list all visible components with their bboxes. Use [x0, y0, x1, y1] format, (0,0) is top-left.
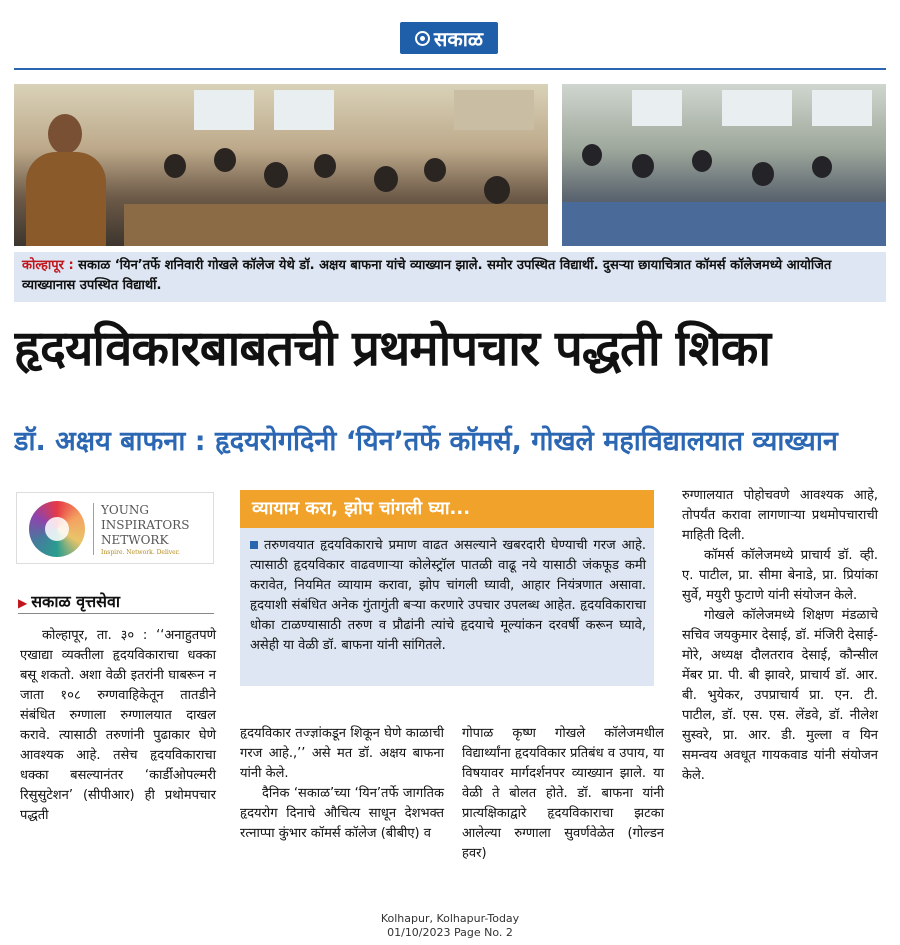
article-column-2 [240, 724, 444, 890]
headline: हृदयविकारबाबतची प्रथमोपचार पद्धती शिका [14, 320, 771, 377]
footer-date-page: 01/10/2023 Page No. 2 [387, 926, 513, 939]
byline-text: सकाळ वृत्तसेवा [31, 592, 121, 611]
column-4-paragraph-c: गोखले कॉलेजमध्ये शिक्षण मंडळाचे सचिव जयकुमार देसाई, डॉ. मंजिरी देसाई-मोरे, अध्यक्ष दौलतराव देसाई, कौन्सील मेंबर प्रा. पी. बी झावरे, प्राचार्य डॉ. आर. बी. भुयेकर, उपप्राचार्य प्रा. एन. टी. पाटील, डॉ. एस. एस. लेंडवे, डॉ. नीलेश सुस्वरे, प्रा. आर. डी. मुल्ला व यिन समन्वय अवधूत गायकवाड यांनी संयोजन केले. [682, 608, 878, 783]
byline-triangle-icon: ▶ [18, 596, 28, 610]
lecture-photo-gokhale [14, 84, 548, 246]
lecture-photo-commerce [562, 84, 886, 246]
caption-text: सकाळ ‘यिन’तर्फे शनिवारी गोखले कॉलेज येथे डॉ. अक्षय बाफना यांचे व्याख्यान झाले. समोर उपस्थित विद्यार्थी. दुसऱ्या छायाचित्रात कॉमर्स कॉलेजमध्ये आयोजित व्याख्यानास उपस्थित विद्यार्थी. [22, 258, 832, 293]
masthead [0, 0, 900, 70]
subheadline: डॉ. अक्षय बाफना : हृदयरोगदिनी ‘यिन’तर्फे कॉमर्स, गोखले महाविद्यालयात व्याख्यान [14, 426, 838, 457]
speaker-figure [26, 114, 106, 246]
page-footer [0, 912, 900, 942]
caption-place: कोल्हापूर : [22, 258, 74, 273]
column-4-paragraph-a: रुग्णालयात पोहोचवणे आवश्यक आहे, तोपर्यंत करावा लागणाऱ्या प्रथमोपचाराची माहिती दिली. [682, 488, 878, 543]
highlight-box-body [250, 536, 646, 680]
highlight-box-text: तरुणवयात हृदयविकाराचे प्रमाण वाढत असल्याने खबरदारी घेण्याची गरज आहे. त्यासाठी हृदयविकार वाढवणाऱ्या कोलेस्ट्रॉल पातळी वाढू नये यासाठी जंकफूड कमी करावेत, नियमित व्यायाम करावा, झोप चांगली घ्यावी, आहार नियंत्रणात असावा. हृदयाशी संबंधित अनेक गुंतागुंती बऱ्या करणारे उपचार उपलब्ध आहेत. हृदयविकाराचा धोका टाळण्यासाठी तरुण व प्रौढांनी त्यांचे हृदयाचे मूल्यांकन दरवर्षी करून घ्यावे, असेही या वेळी डॉ. बाफना यांनी सांगितले. [250, 538, 646, 653]
yin-divider [93, 503, 94, 555]
article-column-4 [682, 486, 878, 890]
highlight-box-title: व्यायाम करा, झोप चांगली घ्या... [240, 490, 654, 528]
article-column-3 [462, 724, 664, 890]
column-4-paragraph-b: कॉमर्स कॉलेजमध्ये प्राचार्य डॉ. व्ही. ए. पाटील, प्रा. सीमा बेनाडे, प्रा. प्रियांका सुर्वे, मयुरी फुटाणे यांनी संयोजन केले. [682, 548, 878, 603]
column-2-paragraph-a: हृदयविकार तज्ज्ञांकडून शिकून घेणे काळाची गरज आहे.,’’ असे मत डॉ. अक्षय बाफना यांनी केले. [240, 726, 444, 781]
article-column-1 [20, 626, 216, 890]
yin-line-2: INSPIRATORS [101, 518, 190, 532]
column-2-paragraph-b: दैनिक ‘सकाळ’च्या ‘यिन’तर्फे जागतिक हृदयरोग दिनाचे औचित्य साधून देशभक्त रत्नाप्पा कुंभार कॉमर्स कॉलेज (बीबीए) व [240, 786, 444, 841]
yin-mandala-icon [29, 501, 85, 557]
bullet-square-icon [250, 541, 258, 549]
photo-strip [14, 84, 886, 246]
column-3-paragraph: गोपाळ कृष्ण गोखले कॉलेजमधील विद्यार्थ्यांना हृदयविकार प्रतिबंध व उपाय, या विषयावर मार्गदर्शनपर व्याख्यान झाले. या वेळी ते बोलत होते. डॉ. बाफना यांनी प्रात्यक्षिकाद्वारे हृदयविकाराचा झटका आलेल्या रुग्णाला सुवर्णवेळेत (गोल्डन हवर) [462, 726, 664, 861]
photo-caption [14, 252, 886, 302]
yin-logo-box [16, 492, 214, 564]
yin-wordmark [101, 503, 189, 557]
logo-ring-icon [415, 31, 430, 46]
sakal-logo [400, 22, 498, 54]
column-1-paragraph: कोल्हापूर, ता. ३० : ‘‘अनाहुतपणे एखाद्या व्यक्तीला हृदयविकाराचा धक्का बसू शकतो. अशा वेळी इतरांनी घाबरून न जाता १०८ रुग्णवाहिकेतून तातडीने संबंधित रुग्णाला रुग्णालयात दाखल करावे. त्यासाठी तरुणांनी पुढाकार घेणे आवश्यक आहे. तसेच हृदयविकाराचा धक्का बसल्यानंतर ‘कार्डीओपल्मरी रिसुसुटेशन’ (सीपीआर) ही प्रथोमपचार पद्धती [20, 628, 216, 823]
yin-tagline: Inspire. Network. Deliver. [101, 549, 180, 556]
yin-line-1: YOUNG [101, 503, 149, 517]
yin-line-3: NETWORK [101, 533, 169, 547]
byline [18, 590, 214, 614]
highlight-box [240, 490, 654, 686]
logo-text: सकाळ [433, 26, 484, 51]
masthead-rule [14, 68, 886, 70]
footer-edition: Kolhapur, Kolhapur-Today [380, 912, 520, 925]
